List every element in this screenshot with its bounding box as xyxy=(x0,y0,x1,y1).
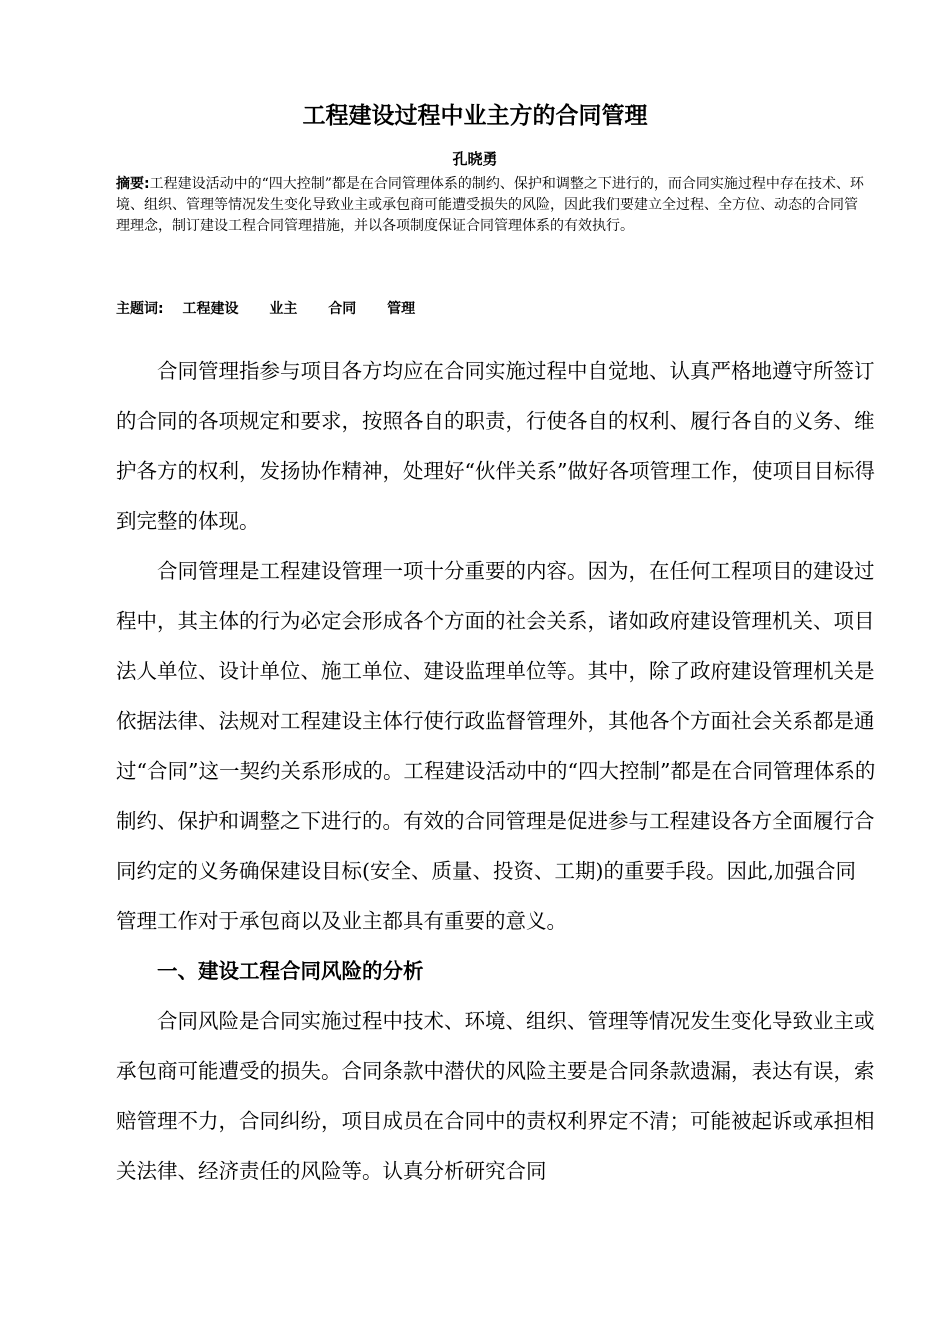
document-author: 孔晓勇 xyxy=(452,150,498,168)
body-paragraph: 合同风险是合同实施过程中技术、环境、组织、管理等情况发生变化导致业主或承包商可能遭受的损失。合同条款中潜伏的风险主要是合同条款遗漏，表达有误，索赔管理不力，合同纠纷，项目成员在合同中的责权利界定不清；可能被起诉或承担相关法律、经济责任的风险等。认真分析研究合同 xyxy=(116,1009,875,1183)
keyword-item: 管理 xyxy=(387,301,416,317)
body-paragraph: 合同管理是工程建设管理一项十分重要的内容。因为，在任何工程项目的建设过程中，其主体的行为必定会形成各个方面的社会关系，诸如政府建设管理机关、项目法人单位、设计单位、施工单位、建设监理单位等。其中，除了政府建设管理机关是依据法律、法规对工程建设主体行使行政监督管理外，其他各个方面社会关系都是通过“合同”这一契约关系形成的。工程建设活动中的“四大控制”都是在合同管理体系的制约、保护和调整之下进行的。有效的合同管理是促进参与工程建设各方全面履行合同约定的义务确保建设目标(安全、质量、投资、工期)的重要手段。因此,加强合同管理工作对于承包商以及业主都具有重要的意义。 xyxy=(116,559,876,933)
abstract-label: 摘要: xyxy=(116,176,150,192)
section-heading: 一、建设工程合同风险的分析 xyxy=(157,959,424,983)
keyword-item: 业主 xyxy=(269,301,298,317)
abstract xyxy=(116,174,864,237)
abstract-text: 工程建设活动中的“四大控制”都是在合同管理体系的制约、保护和调整之下进行的，而合同实施过程中存在技术、环境、组织、管理等情况发生变化导致业主或承包商可能遭受损失的风险，因此我们要建立全过程、全方位、动态的合同管理理念，制订建设工程合同管理措施，并以各项制度保证合同管理体系的有效执行。 xyxy=(116,176,864,234)
body-paragraph: 合同管理指参与项目各方均应在合同实施过程中自觉地、认真严格地遵守所签订的合同的各项规定和要求，按照各自的职责，行使各自的权利、履行各自的义务、维护各方的权利，发扬协作精神，处理好“伙伴关系”做好各项管理工作，使项目目标得到完整的体现。 xyxy=(116,359,875,533)
body-text xyxy=(116,346,876,1196)
keyword-item: 工程建设 xyxy=(182,301,239,317)
keywords xyxy=(116,298,864,320)
document-title: 工程建设过程中业主方的合同管理 xyxy=(302,103,648,129)
keyword-item: 合同 xyxy=(328,301,357,317)
keywords-label: 主题词: xyxy=(116,301,164,317)
